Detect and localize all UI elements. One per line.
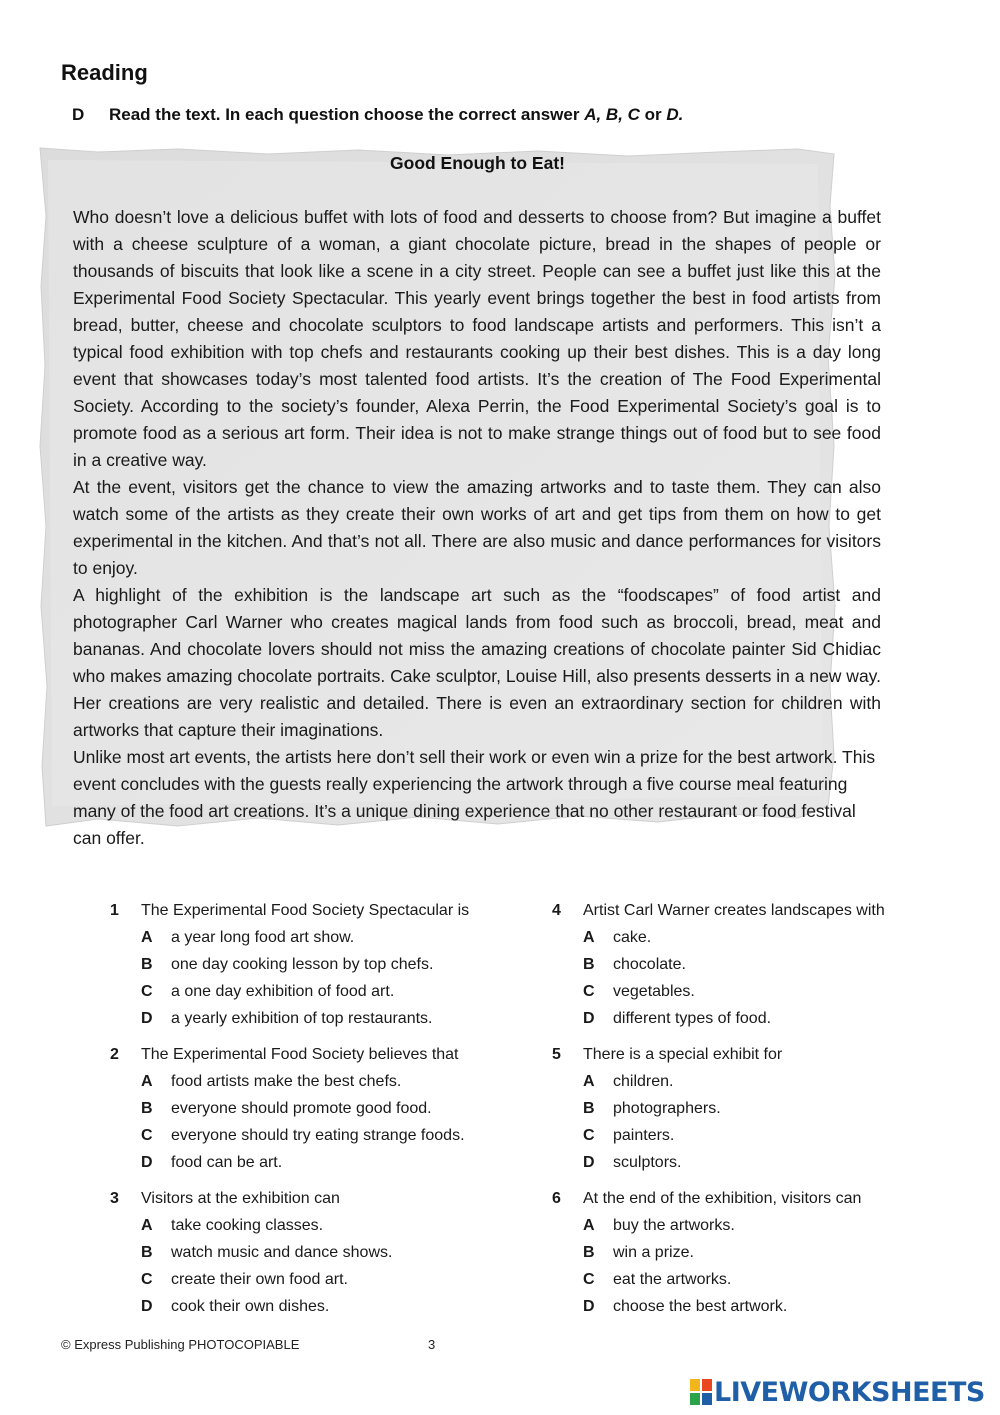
article-body (73, 204, 881, 852)
question-number: 1 (110, 902, 119, 919)
answer-option[interactable] (552, 952, 972, 979)
question-2 (110, 1042, 530, 1177)
option-text: buy the artworks. (613, 1217, 735, 1234)
answer-option[interactable] (552, 1096, 972, 1123)
option-letter: D (141, 1298, 153, 1315)
option-text: photographers. (613, 1100, 721, 1117)
question-6 (552, 1186, 972, 1321)
option-letter: C (583, 983, 595, 1000)
answer-option[interactable] (552, 979, 972, 1006)
liveworksheets-logo-icon (690, 1379, 712, 1405)
option-letter: A (583, 929, 595, 946)
question-1 (110, 898, 530, 1033)
question-4 (552, 898, 972, 1033)
option-letter: C (583, 1271, 595, 1288)
option-text: win a prize. (613, 1244, 694, 1261)
instruction-text: Read the text. In each question choose the correct answer (109, 105, 580, 124)
instruction-last-option: D. (666, 105, 684, 124)
answer-option[interactable] (552, 1123, 972, 1150)
answer-option[interactable] (552, 1213, 972, 1240)
option-letter: A (583, 1217, 595, 1234)
answer-option[interactable] (110, 1123, 530, 1150)
option-text: painters. (613, 1127, 675, 1144)
answer-option[interactable] (110, 1240, 530, 1267)
option-letter: D (141, 1010, 153, 1027)
question-number: 4 (552, 902, 561, 919)
answer-option[interactable] (110, 952, 530, 979)
answer-option[interactable] (552, 1240, 972, 1267)
option-letter: C (141, 1271, 153, 1288)
option-text: different types of food. (613, 1010, 772, 1027)
option-text: food can be art. (171, 1154, 283, 1171)
question-3 (110, 1186, 530, 1321)
page-number: 3 (428, 1337, 436, 1352)
question-stem: At the end of the exhibition, visitors can (583, 1190, 862, 1207)
answer-option[interactable] (110, 1294, 530, 1321)
option-text: choose the best artwork. (613, 1298, 788, 1315)
option-letter: B (141, 956, 153, 973)
question-stem: The Experimental Food Society Spectacular is (141, 902, 470, 919)
answer-option[interactable] (552, 1006, 972, 1033)
option-letter: A (141, 1073, 153, 1090)
option-text: a year long food art show. (171, 929, 355, 946)
option-letter: B (583, 1244, 595, 1261)
answer-option[interactable] (110, 1213, 530, 1240)
section-title: Reading (61, 60, 148, 85)
article-title: Good Enough to Eat! (390, 153, 565, 173)
question-number: 5 (552, 1046, 561, 1063)
option-text: food artists make the best chefs. (171, 1073, 402, 1090)
option-letter: A (583, 1073, 595, 1090)
option-letter: C (141, 983, 153, 1000)
option-letter: B (141, 1100, 153, 1117)
option-letter: B (583, 956, 595, 973)
option-letter: D (583, 1010, 595, 1027)
option-letter: A (141, 929, 153, 946)
option-text: a yearly exhibition of top restaurants. (171, 1010, 433, 1027)
option-text: sculptors. (613, 1154, 682, 1171)
option-letter: D (583, 1154, 595, 1171)
option-text: cake. (613, 929, 652, 946)
instruction-options: A, B, C (584, 105, 640, 124)
answer-option[interactable] (552, 1150, 972, 1177)
option-text: children. (613, 1073, 674, 1090)
option-text: vegetables. (613, 983, 695, 1000)
question-stem: Artist Carl Warner creates landscapes with (583, 902, 885, 919)
option-text: watch music and dance shows. (171, 1244, 393, 1261)
option-letter: D (141, 1154, 153, 1171)
footer-copyright: © Express Publishing PHOTOCOPIABLE (61, 1337, 300, 1352)
option-text: cook their own dishes. (171, 1298, 330, 1315)
liveworksheets-brand[interactable] (690, 1374, 985, 1410)
option-text: create their own food art. (171, 1271, 348, 1288)
option-text: take cooking classes. (171, 1217, 324, 1234)
article-paragraph: At the event, visitors get the chance to view the amazing artworks and to taste them. They can also watch some of the artists as they create their own works of art and get tips from them on how to get experimental in the kitchen. And that’s not all. There are also music and dance performances for visitors to enjoy. (73, 477, 881, 578)
question-number: 6 (552, 1190, 561, 1207)
answer-option[interactable] (110, 1096, 530, 1123)
option-letter: B (141, 1244, 153, 1261)
option-text: a one day exhibition of food art. (171, 983, 395, 1000)
questions-right-column (552, 898, 972, 1330)
question-stem: There is a special exhibit for (583, 1046, 783, 1063)
question-stem: The Experimental Food Society believes that (141, 1046, 459, 1063)
instruction-or: or (644, 105, 662, 124)
question-number: 3 (110, 1190, 119, 1207)
option-letter: C (583, 1127, 595, 1144)
brand-name: LIVEWORKSHEETS (714, 1376, 985, 1408)
questions-left-column (110, 898, 530, 1330)
answer-option[interactable] (552, 1267, 972, 1294)
answer-option[interactable] (110, 979, 530, 1006)
answer-option[interactable] (110, 1006, 530, 1033)
question-stem: Visitors at the exhibition can (141, 1190, 340, 1207)
option-text: chocolate. (613, 956, 686, 973)
article-paragraph: Who doesn’t love a delicious buffet with lots of food and desserts to choose from? But imagine a buffet with a cheese sculpture of a woman, a giant chocolate picture, bread in the shapes of people or thousands of biscuits that look like a scene in a city street. People can see a buffet just like this at the Experimental Food Society Spectacular. This yearly event brings together the best in food artists from bread, butter, cheese and chocolate sculptors to food landscape artists and performers. This isn’t a typical food exhibition with top chefs and restaurants cooking up their best dishes. This is a day long event that showcases today’s most talented food artists. It’s the creation of The Food Experimental Society. According to the society’s founder, Alexa Perrin, the Food Experimental Society’s goal is to promote food as a serious art form. Their idea is not to make strange things out of food but to see food in a creative way. (73, 207, 881, 470)
answer-option[interactable] (110, 1150, 530, 1177)
option-letter: C (141, 1127, 153, 1144)
article-paragraph: A highlight of the exhibition is the landscape art such as the “foodscapes” of food artist and photographer Carl Warner who creates magical lands from food such as broccoli, bread, meat and bananas. And chocolate lovers should not miss the amazing creations of chocolate painter Sid Chidiac who makes amazing chocolate portraits. Cake sculptor, Louise Hill, also presents desserts in a new way. Her creations are very realistic and detailed. There is even an extraordinary section for children with artworks that capture their imaginations. (73, 585, 881, 740)
option-letter: B (583, 1100, 595, 1117)
answer-option[interactable] (552, 1069, 972, 1096)
answer-option[interactable] (552, 1294, 972, 1321)
instruction-letter: D (72, 105, 85, 124)
answer-option[interactable] (110, 1069, 530, 1096)
option-letter: A (141, 1217, 153, 1234)
question-5 (552, 1042, 972, 1177)
option-text: everyone should try eating strange foods. (171, 1127, 465, 1144)
question-number: 2 (110, 1046, 119, 1063)
option-letter: D (583, 1298, 595, 1315)
answer-option[interactable] (110, 1267, 530, 1294)
option-text: everyone should promote good food. (171, 1100, 432, 1117)
option-text: one day cooking lesson by top chefs. (171, 956, 434, 973)
option-text: eat the artworks. (613, 1271, 732, 1288)
answer-option[interactable] (552, 925, 972, 952)
article-paragraph: Unlike most art events, the artists here don’t sell their work or even win a prize for the best artwork. This event concludes with the guests really experiencing the artwork through a five course meal featuring many of the food art creations. It’s a unique dining experience that no other restaurant or food festival can offer. (73, 747, 876, 848)
instruction (72, 105, 683, 125)
answer-option[interactable] (110, 925, 530, 952)
